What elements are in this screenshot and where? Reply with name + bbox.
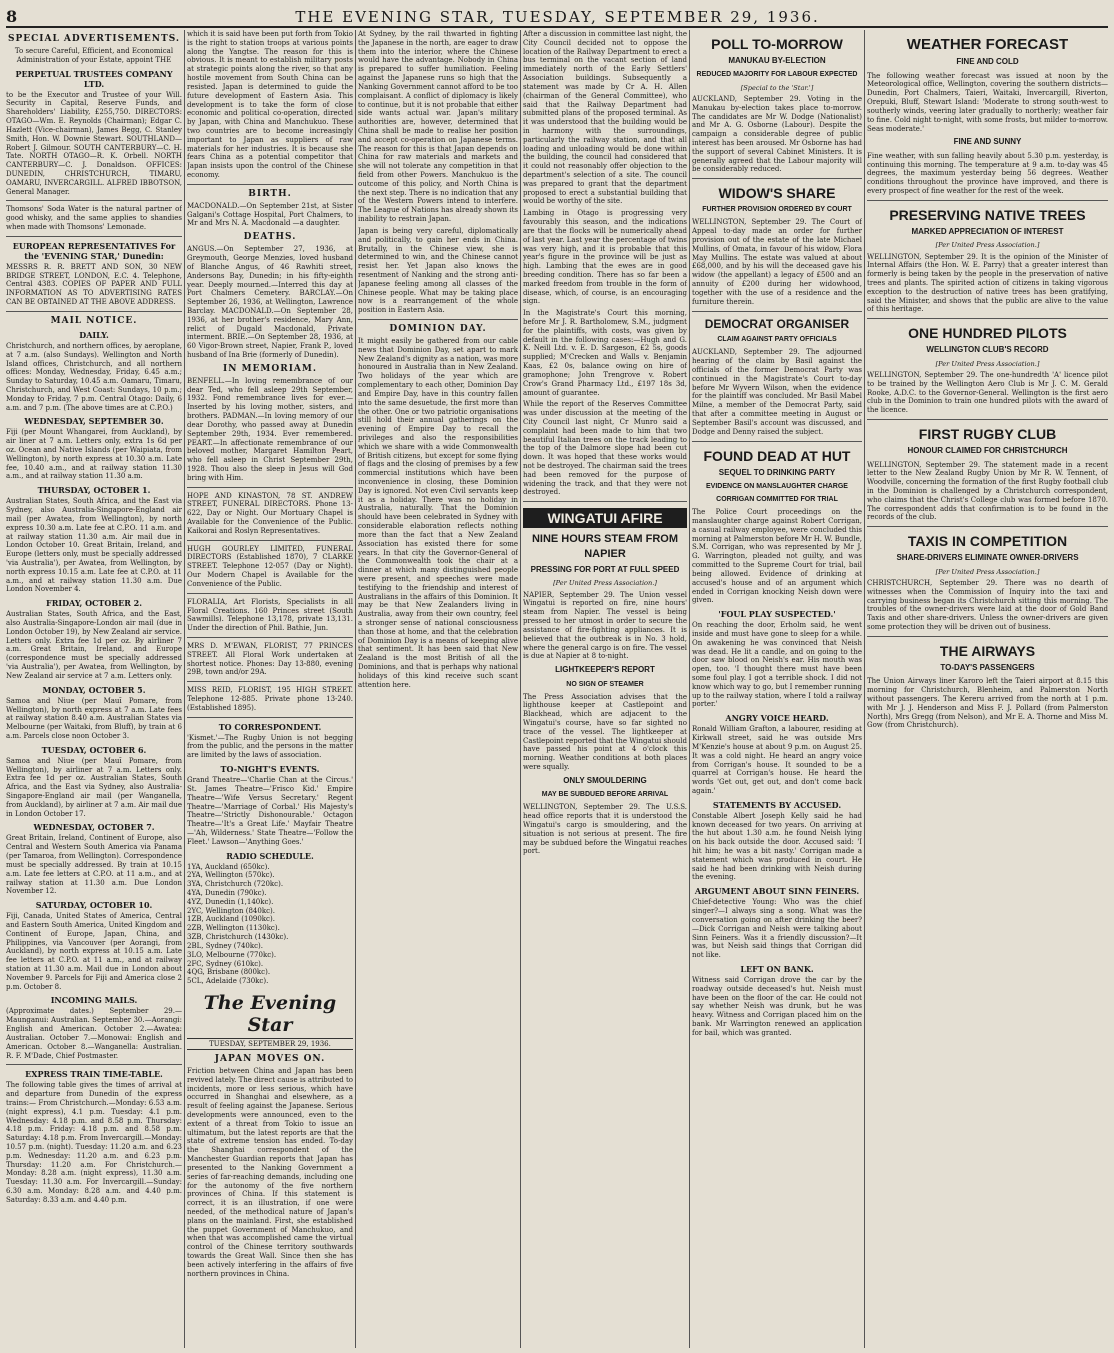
column-6	[867, 30, 1108, 1348]
column-rule	[355, 30, 356, 1348]
subhead-reduced-majority: REDUCED MAJORITY FOR LABOUR EXPECTED	[696, 71, 858, 79]
ad-perpetual-name: PERPETUAL TRUSTEES COMPANY LTD.	[15, 68, 173, 89]
ad-hugh-gourley: HUGH GOURLEY LIMITED, FUNERAL DIRECTORS (Established 1870), 7 CLARKE STREET. Telephone 12-057 (Day or Night). Our Modern Chapel is Available for the Convenience of the Public.	[187, 544, 353, 588]
news-lambing: Lambing in Otago is progressing very favourably this season, and the indications are that the flocks will be numerically ahead of last year. Last year the percentage of twins was very high, and it is probable that this year's figure in the province will be just as high. Lambing that the ewes are in good breeding condition. There has so far been a marked freedom from trouble in the form of disease, which, of course, is an encouraging sign.	[523, 209, 687, 306]
mail-sat-body: Fiji, Canada, United States of America, Central and Eastern South America, United Kingdom and Continent of Europe, Japan, China, and Philippines, via Vancouver (per Aorangi, from Auckland), by north express at 10.15 a.m. Late fee letters at C.P.O. at 11 a.m., and at railway station at 11.30 a.m. Mail due in London about November 9. Parcels for Fiji and America close 2 p.m. October 8.	[6, 912, 182, 991]
subhead-committed: CORRIGAN COMMITTED FOR TRIAL	[716, 496, 838, 504]
headline-first-rugby-club: FIRST RUGBY CLUB	[918, 426, 1057, 443]
subhead-manukau: MANUKAU BY-ELECTION	[728, 56, 826, 66]
heading-japan-moves-on: JAPAN MOVES ON.	[214, 1053, 326, 1064]
airways-body: The Union Airways liner Karoro left the Taieri airport at 8.15 this morning for Christchurch, Blenheim, and Palmerston North without passengers. The Kereru arrived from the north at 1 p.m. with Mr J. J. Henderson and Miss F. J. Pollard (from Palmerston North), Mrs Gregg (from Nelson), and Mr E. A. Thorne and Miss M. Gow (from Christchurch).	[867, 677, 1108, 730]
radio-station: 4QG, Brisbane (800kc).	[187, 968, 271, 977]
column-1	[6, 30, 182, 1348]
wingatui-napier-body: NAPIER, September 29. The Union vessel Wingatui is reported on fire, nine hours' steam from Napier. The vessel is being pressed to her utmost in order to secure the assistance of fire-fighting appliances. It is believed that the outbreak is in No. 3 hold, where the general cargo is on fire. The vessel is due at Napier at 8 to-night.	[523, 590, 687, 661]
subhead-todays-passengers: TO-DAY'S PASSENGERS	[940, 663, 1035, 673]
page-header	[6, 4, 1108, 28]
subheading-mail-fri: FRIDAY, OCTOBER 2.	[46, 598, 142, 609]
sunny-body: Fine weather, with sun falling heavily about 5.30 p.m. yesterday, is continuing this morning. The temperature at 9 a.m. to-day was 45 degrees, the maximum yesterday being 56 degrees. Weather conditions throughout the province have improved, and there is every prospect of fine weather for the rest of the week.	[867, 151, 1108, 195]
radio-station: 3LO, Melbourne (770kc).	[187, 950, 277, 959]
subhead-pressing-for-port: PRESSING FOR PORT AT FULL SPEED	[530, 564, 680, 574]
credit-upa: [Per United Press Association.]	[935, 567, 1040, 576]
subhead-wellington-club: WELLINGTON CLUB'S RECORD	[926, 345, 1049, 355]
radio-station: 2YC, Wellington (840kc).	[187, 906, 275, 915]
heading-european-reps: EUROPEAN REPRESENTATIVES For the 'EVENING STAR,' Dunedin:	[12, 240, 176, 261]
subhead-evidence: EVIDENCE ON MANSLAUGHTER CHARGE	[706, 483, 848, 490]
editorial-masthead: The Evening Star	[203, 991, 337, 1036]
subheading-incoming-mails: INCOMING MAILS.	[50, 995, 138, 1006]
democrat-body: AUCKLAND, September 29. The adjourned hearing of the claim by Basil against the officials of the former Democrat Party was continued in the Magistrate's Court to-day before Mr Wyvern Wilson, when the evidence for the plaintiff was concluded. Mr Basil Mabel Milne, a member of the Democrat Party, said that after a committee meeting in August or September Basil's account was discussed, and Dodge and Denny raised the subject.	[692, 348, 862, 436]
subhead-sequel: SEQUEL TO DRINKING PARTY	[718, 467, 836, 477]
subhead-foul-play: 'FOUL PLAY SUSPECTED.'	[718, 609, 836, 620]
mail-thu-body: Australian States, South Africa, and the East via Sydney, also Australia-Singapore-England air mail (per Awatea, from Wellington), by north express 10.30 a.m. Late fee at C.P.O. 11 a.m. and at railway station 11.30 a.m. Air mail due in London October 10. Great Britain, Ireland, and Europe (letters only, must be specially addressed 'via Australia'), per Awatea, from Wellington, by north express 10.15 a.m. Late fee at C.P.O. at 11 a.m., and at railway station 11.30 a.m. Due London November 4.	[6, 497, 182, 594]
heading-deaths: DEATHS.	[243, 232, 297, 243]
radio-list	[187, 863, 353, 986]
credit-upa: [Per United Press Association.]	[935, 359, 1040, 368]
lightkeeper-body: The Press Association advises that the lighthouse keeper at Castlepoint and Blackhead, which are adjacent to the Wingatui's course, have so far sighted no trace of the vessel. The lightkeeper at Castlepoint reported that the Wingatui should have passed his point at 4 o'clock this morning. Weather conditions at both places were squally.	[523, 692, 687, 772]
left-on-bank-body: Witness said Corrigan drove the car by the roadway outside deceased's hut. Neish must have been on the floor of the car. He could not say whether Neish was drunk, but he was heavy. Witness and Corrigan placed him on the bank. Mr Warrington renewed an application for bail, which was granted.	[692, 975, 862, 1037]
credit-special: [Special to the 'Star.']	[740, 83, 814, 92]
subheading-mail-wed7: WEDNESDAY, OCTOBER 7.	[33, 822, 155, 833]
mail-wed7-body: Great Britain, Ireland, Continent of Europe, also Central and Western South America via Panama (per Tamaroa, from Wellington). Correspondence must be specially addressed. By train at 10.15 a.m. Late fee letters at C.P.O. at 11 a.m., and at railway station at 11.30 a.m. Due London November 12.	[6, 834, 182, 896]
editorial-japan-body: Friction between China and Japan has been revived lately. The direct cause is attributed to incidents, more or less serious, which have occurred in Shanghai and elsewhere, as a result of feeling against the Japanese. Serious developments were announced, even to the extent of a threat from Tokio to issue an ultimatum, but the latest reports are that the state of extreme tension has ended. To-day the Shanghai correspondent of the Manchester Guardian reports that Japan has presented to the Nanking Government a series of far-reaching demands, including one for the autonomy of the five northern provinces of China. If this statement is correct, it is an illustration, if one were needed, of the methodical nature of Japan's plans on the mainland. First, she established the puppet Government of Manchukuo, and when that was accomplished came the virtual control of the Chinese territory southwards towards the Great Wall. Since then she has been actively interfering in the affairs of five northern provinces in China.	[187, 1066, 353, 1278]
heading-in-memoriam: IN MEMORIAM.	[223, 363, 317, 374]
mail-wed-body: Fiji (per Mount Whangarei, from Auckland), by air liner at 7 a.m. Letters only, extra 1s 6d per oz. Ocean and Native Islands (per Waipiata, from Wellington), by north express at 10.30 a.m. Late fee, 10.40 a.m., and at railway station 11.30 a.m., and at railway station 11.30 a.m.	[6, 428, 182, 481]
column-rule	[689, 30, 690, 1348]
memoriam-notices: BENFELL.—In loving remembrance of our dear Ted, who fell asleep 29th September, 1932. Fond remembrance lives for ever.—Inserted by his loving mother, sisters, and brothers. PADMAN.—In loving memory of our dear Dorothy, who passed away at Dunedin September 29th, 1934. Ever remembered. PEART.—In affectionate remembrance of our beloved mother, Margaret Hamilton Peart, who fell asleep in Christ September 29th, 1928. Thou also the sleep in Jesus will God bring with Him.	[187, 376, 353, 482]
column-5	[692, 30, 862, 1348]
ad-thomsons: Thomsons' Soda Water is the natural partner of good whisky, and the same applies to shandies when made with Thomsons' Lemonade.	[6, 205, 182, 231]
radio-station: 3ZB, Christchurch (1430kc).	[187, 933, 289, 942]
credit-upa: [Per United Press Association.]	[553, 579, 657, 588]
heading-train-timetable: EXPRESS TRAIN TIME-TABLE.	[25, 1069, 163, 1080]
headline-wingatui-afire: WINGATUI AFIRE	[523, 508, 687, 528]
subhead-statements: STATEMENTS BY ACCUSED.	[712, 799, 842, 810]
editorial-dominion-day-body: It might easily be gathered from our cable news that Dominion Day, set apart to mark New Zealand's dignity as a nation, was more honoured in Australia than in New Zealand. Two holidays of the year which are complementary to each other, Dominion Day and Empire Day, have in this country fallen into the same desuetude, the first more than the other. One or two patriotic organisations still hold their annual gatherings on the evening of Empire Day to recall the privileges and also the responsibilities which we share with a wide Commonwealth of British citizens, but except for some flying of flags and the closing of premises by a few commercial institutions which have been inconvenience in closing, these Dominion Day is ignored. Not even Civil servants keep it as a holiday. There was no holiday in Australia, naturally. That the Dominion should have been celebrated in Sydney with considerable elaboration reflects nothing more than the fact that a New Zealand Association has existed there for some years. In that city the Governor-General of the Commonwealth took the chair at a dinner at which many distinguished people were present, and speeches were made testifying to the friendship and interest of Australians in the affairs of this Dominion. It may be that New Zealanders living in Australia, away from their own country, feel a stronger sense of national consciousness than those at home, and that the celebration of Dominion Day is a means of keeping alive that sentiment. It has been said that New Zealand is the most British of all the Dominions, and that is perhaps why national holidays of this kind receive such scant attention here.	[358, 337, 518, 689]
weather-body: The following weather forecast was issued at noon by the Meteorological office, Wellington, covering the southern districts—Dunedin, Port Chalmers, Taieri, Waitaki, Invercargill, Riverton, Orepuki, Bluff, Stewart Island: 'Moderate to strong south-west to southerly winds, veering later gradually to northerly; weather fair to fine. Cold night to-night, with some frosts, but milder to-morrow. Seas moderate.'	[867, 71, 1108, 133]
train-timetable-body: The following table gives the times of arrival at and departure from Dunedin of the express trains:— From Christchurch.—Monday: 6.53 a.m. (night express), 4.1 p.m. Tuesday: 4.1 p.m. Wednesday: 4.18 p.m. and 8.58 p.m. Thursday: 4.18 p.m. Friday: 4.18 p.m. and 8.58 p.m. Saturday: 4.18 p.m. From Invercargill.—Monday: 10.57 p.m. (night). Tuesday: 11.20 a.m. and 6.23 p.m. Wednesday: 11.20 a.m. and 6.23 p.m. Thursday: 11.20 a.m. For Christchurch.—Monday: 8.28 a.m. (night express), 11.30 a.m. Tuesday: 11.30 a.m. For Invercargill.—Sunday: 6.30 a.m. Monday: 8.28 a.m. and 4.40 p.m. Saturday: 8.33 a.m. and 4.40 p.m.	[6, 1081, 182, 1204]
headline-found-dead-at-hut: FOUND DEAD AT HUT	[703, 447, 851, 464]
subhead-claim-against-party: CLAIM AGAINST PARTY OFFICIALS	[717, 336, 837, 344]
widow-body: WELLINGTON, September 29. The Court of Appeal to-day made an order for further provision out of the estate of the late Michael Mullins, of Omata, in favour of his widow, Flora May Mullins. The estate was valued at about £68,000, and by his will the deceased gave his widow (the appellant) a legacy of £500 and an annuity of £200 during her widowhood, together with the use of a residence and the furniture therein.	[692, 218, 862, 306]
radio-station: 2FC, Sydney (610kc).	[187, 959, 264, 968]
subhead-nine-hours: NINE HOURS STEAM FROM NAPIER	[531, 533, 679, 560]
pilots-body: WELLINGTON, September 29. The one-hundredth 'A' licence pilot to be trained by the Wellington Aero Club is Mr J. C. M. Gerald Rooke, A.D.C. to the Governor-General. Wellington is the first aero club in the Dominion to train one hundred pilots with the award of the licence.	[867, 371, 1108, 415]
preserving-body: WELLINGTON, September 29. It is the opinion of the Minister of Internal Affairs (the Hon. W. E. Parry) that a greater interest than formerly is being taken by the people in the preservation of native trees and plants. The spirited action of citizens in taking vigorous exception to the destruction of native trees has been gratifying, said the Minister, and shows that the public are alive to the value of this heritage.	[867, 252, 1108, 314]
headline-poll-tomorrow: POLL TO-MORROW	[711, 36, 843, 52]
radio-station: 5CL, Adelaide (730kc).	[187, 977, 269, 986]
subhead-lightkeeper: LIGHTKEEPER'S REPORT	[555, 665, 655, 675]
subhead-marked-appreciation: MARKED APPRECIATION OF INTEREST	[911, 226, 1064, 236]
headline-preserving-native-trees: PRESERVING NATIVE TREES	[889, 206, 1086, 223]
heading-special-ads: SPECIAL ADVERTISEMENTS.	[7, 34, 181, 44]
birth-notice: MACDONALD.—On September 21st, at Sister Galgani's Cottage Hospital, Port Chalmers, to Mr and Mrs N. A. Macdonald —a daughter.	[187, 201, 353, 228]
heading-to-correspondent: TO CORRESPONDENT.	[218, 721, 322, 732]
subheading-mail-thu: THURSDAY, OCTOBER 1.	[37, 485, 151, 496]
subhead-fine-and-sunny: FINE AND SUNNY	[953, 137, 1022, 147]
statements-body: Constable Albert Joseph Kelly said he had known deceased for two years. On arriving at the hut about 1.30 a.m. he found Neish lying on his back outside the door. Accused said: 'I hit him; he was a bit nasty.' Corrigan made a statement which was produced in court. He said he had been drinking with Neish during the evening.	[692, 811, 862, 882]
radio-station: 1ZB, Auckland (1090kc).	[187, 915, 275, 924]
ad-mcewan-florist: MRS D. M'EWAN, FLORIST, 77 PRINCES STREET. All Floral Work undertaken at shortest notice. Phones: Day 13-880, evening 29B, town and/or 29A.	[187, 641, 353, 677]
angry-voice-body: Ronald William Grafton, a labourer, residing at Kirkwall street, said he was outside Mrs M'Kenzie's house at about 9 p.m. on August 25. It was a cold night. He heard an angry voice from Corrigan's house. It sounded to be a quarrel at Corrigan's house. He heard the words 'Get out, get out, and don't come back again.'	[692, 725, 862, 795]
incoming-mails-body: (Approximate dates.) September 29.—Maunganui: Australian. September 30.—Aorangi: English and American. October 2.—Awatea: Australian. October 7.—Monowai: English and American. October 8.—Wanganella: Australian. R. F. M'Dade, Chief Postmaster.	[6, 1007, 182, 1060]
news-magistrates-court: In the Magistrate's Court this morning, before Mr J. R. Bartholomew, S.M., judgment for the plaintiffs, with costs, was given by default in the following cases:—Hugh and G. K. Neill Ltd. v. E. D. Sargeson, £2 5s, goods supplied; M'Crecken and Walls v. Benjamin Kaas, £2 0s, balance owing on hire of gramophone; John Trengrove v. Robert Crow's Grand Pharmacy Ltd., £197 18s 3d, amount of guarantee.	[523, 309, 687, 397]
heading-dominion-day: DOMINION DAY.	[389, 324, 487, 334]
correspondent-note: 'Kismet.'—The Rugby Union is not begging from the public, and the persons in the matter are limited by the laws of association.	[187, 733, 353, 760]
column-2	[187, 30, 353, 1348]
heading-birth: BIRTH.	[248, 188, 292, 199]
subhead-only-smouldering: ONLY SMOULDERING	[563, 775, 647, 785]
subhead-further-provision: FURTHER PROVISION ORDERED BY COURT	[702, 206, 852, 214]
article-continuation: which it is said have been put forth from Tokio is the right to station troops at various points along the Yangtse. The reason for this is obvious. It is meant to establish military posts at strategic points along the river, so that any hostile movement from South China can be resisted. Japan is determined to guide the future development of Eastern Asia. This development is to take the form of close economic and political co-operation, directed by Japan, with China and Manchukuo. These two countries are to become increasingly important to Japan as suppliers of raw materials for her industries. It is because she fears China as a potential competitor that Japan insists upon the control of the Chinese economy.	[187, 30, 353, 179]
death-notices: ANGUS.—On September 27, 1936, at Greymouth, George Menzies, loved husband of Blanche Angus, of 46 Rawhiti street, Andersons Bay, Dunedin; in his fifty-eighth year. Deeply mourned.—Interred this day at Port Chalmers Cemetery. BARCLAY.—On September 26, 1936, at Wellington, Lawrence Barclay. MACDONALD.—On September 28, 1936, at her brother's residence, Mary Ann, relict of Dugald Macdonald, Private interment. BRIE.—On September 28, 1936, at 60 Vigor-Brown street, Napier, Frank P., loved husband of Ina Brie (formerly of Dunedin).	[187, 245, 353, 359]
editorial-continuation-2: Japan is being very careful, diplomatically and politically, to gain her ends in China. Brutally, in the Chinese view, she is determined to win, and the Chinese cannot resist her. Yet Japan also knows the resentment of Nanking and the strong anti-Japanese feeling among all classes of the Chinese people. What may be taking place now is a rearrangement of the whole position in Eastern Asia.	[358, 226, 518, 315]
foul-play-body: On reaching the door, Erholm said, he went inside and must have gone to sleep for a while. On awakening he was convinced that Neish was dead. He lit a candle, and on going to the door saw blood on Neish's ear. His mouth was open, too. 'I thought there must have been some foul play. I got a terrible shock. I did not know which way to go, but I remember running up to the railway station, where I told a railway porter.'	[692, 621, 862, 709]
smouldering-body: WELLINGTON, September 29. The U.S.S. head office reports that it is understood the Wingatui's cargo is smouldering, and the situation is not serious at present. The fire may be subdued before the Wingatui reaches port.	[523, 803, 687, 856]
subhead-fine-and-cold: FINE AND COLD	[956, 57, 1019, 67]
ad-reid-florist: MISS REID, FLORIST, 195 HIGH STREET. Telephone 12-885. Private phone 13-240. (Established 1895).	[187, 686, 353, 712]
editorial-continuation: At Sydney, by the rail thwarted in fighting the Japanese in the north, are eager to draw them into the interior, where the Chinese would have the advantage. Nobody in China is prepared to suffer humiliation. Feeling against the Japanese runs so high that the Nanking Government cannot afford to be too complaisant. A conflict of diplomacy is likely to continue, but it is not probable that either side wants actual war. Japan's military authorities are, however, determined that China shall be made to realise her position and accept co-operation on Japanese terms. The reason for this is that Japan depends on China for raw materials and markets and she will not tolerate any competition in that field from other Powers. Manchukuo is the outcome of this policy, and North China is the next step. There is no indication that any of the Western Powers intend to interfere. The League of Nations has already shown its inability to restrain Japan.	[358, 30, 518, 224]
european-reps-body: MESSRS R. R. BRETT AND SON, 30 NEW BRIDGE STREET, LONDON, E.C. 4. Telephone, Central 4383. COPIES OF PAPER AND FULL INFORMATION AS TO ADVERTISING RATES CAN BE OBTAINED AT THE ABOVE ADDRESS.	[6, 262, 182, 307]
headline-widows-share: WIDOW'S SHARE	[718, 185, 836, 202]
radio-station: 2ZB, Wellington (1130kc).	[187, 924, 280, 933]
ad-hope-kinaston: HOPE AND KINASTON, 78 ST. ANDREW STREET, FUNERAL DIRECTORS. Phone 13-622, Day or Night. Our Mortuary Chapel is Available for the Convenience of the Public. Kaikorai and Roslyn Representatives.	[187, 491, 353, 535]
column-rule	[520, 30, 521, 1348]
headline-weather-forecast: WEATHER FORECAST	[906, 36, 1069, 53]
subhead-no-sign: NO SIGN OF STEAMER	[566, 680, 644, 688]
column-4	[523, 30, 687, 1348]
column-rule	[864, 30, 865, 1348]
masthead-line: THE EVENING STAR, TUESDAY, SEPTEMBER 29, 1936.	[295, 8, 820, 26]
subhead-may-be-subdued: MAY BE SUBDUED BEFORE ARRIVAL	[541, 791, 669, 799]
mail-tue-body: Samoa and Niue (per Mauī Pomare, from Wellington), by airliner at 7 a.m. Letters only. Extra fee 1d per oz. Australian States, South Africa, and the East via Sydney, also Australia-Singapore-England air mail (per Wanganella, from Auckland), by airliner at 7 a.m. Air mail due in London October 17.	[6, 756, 182, 818]
page-number: 8	[6, 7, 18, 26]
radio-station: 2BL, Sydney (740kc).	[187, 941, 263, 950]
mail-fri-body: Australian States, South Africa, and the East, also Australia-Singapore-London air mail (due in London October 19), by New Zealand air service. Letters only. Extra fee 1d per oz. By airliner 7 a.m. Great Britain, Ireland, and Europe (correspondence must be specially addressed 'via Australia'), per Awatea, from Wellington, by New Zealand air service at 7 a.m. Letters only.	[6, 610, 182, 680]
headline-taxis-in-competition: TAXIS IN COMPETITION	[907, 533, 1068, 550]
ad-perpetual-body: to be the Executor and Trustee of your Will. Security in Capital, Reserve Funds, and Shareholders' Liability, £255,750. DIRECTORS: OTAGO—Wm. E. Reynolds (Chairman); Edgar C. Hazlett (Vice-chairman), James Begg, C. Stanley Smith, Hon. W. Downie Stewart. SOUTHLAND—Robert J. Gilmour. SOUTH CANTERBURY—C. H. Tate. NORTH OTAGO—R. K. Orbell. NORTH CANTERBURY—C. J. Donaldson. OFFICES: DUNEDIN, CHRISTCHURCH, TIMARU, OAMARU, INVERCARGILL. ALFRED IBBOTSON, General Manager.	[6, 90, 182, 196]
taxis-body: CHRISTCHURCH, September 29. There was no dearth of witnesses when the Commission of Inquiry into the taxi and carrying business began its Christchurch sitting this morning. The troubles of the owner-drivers were laid at the door of Gold Band Taxis and other share-drivers. Unless the owner-drivers are given some protection they will be driven out of business.	[867, 579, 1108, 632]
editorial-date: TUESDAY, SEPTEMBER 29, 1936.	[187, 1038, 353, 1050]
mail-mon-body: Samoa and Niue (per Mauī Pomare, from Wellington), by north express at 7 a.m. Late fees at railway station 8.40 a.m. Australian States via Melbourne (per Waitaki, from Bluff), by train at 6 a.m. Parcels close noon October 3.	[6, 696, 182, 740]
heading-tonights-events: TO-NIGHT'S EVENTS.	[220, 764, 320, 775]
subhead-left-on-bank: LEFT ON BANK.	[740, 963, 814, 974]
mail-daily-body: Christchurch, and northern offices, by aeroplane, at 7 a.m. (also Sundays). Wellington and North Island offices, Christchurch, and all northern offices: Monday, Wednesday, Friday, 6.45 a.m.; Sunday to Saturday, 10.45 a.m. Oamaru, Timaru, Christchurch, and West Coast: Sundays, 10 p.m.; Monday to Friday, 7 p.m. Central Otago: Daily, 6 a.m. and 7 p.m. (The above times are at C.P.O.)	[6, 341, 182, 412]
heading-mail-notice: MAIL NOTICE.	[50, 315, 138, 326]
credit-upa: [Per United Press Association.]	[935, 241, 1040, 250]
heading-radio-schedule: RADIO SCHEDULE.	[226, 850, 314, 861]
subheading-mail-tue: TUESDAY, OCTOBER 6.	[41, 744, 147, 755]
news-trees-cut: While the report of the Reserves Committee was under discussion at the meeting of the City Council last night, Cr Munro said a complaint had been made to him that two beautiful Italian trees on the track leading to the top of the Dalmore slope had been cut down. It was hoped that these works would not be destroyed. The chairman said the trees had been removed for the purpose of widening the track, and that they were not destroyed.	[523, 400, 687, 497]
headline-democrat-organiser: DEMOCRAT ORGANISER	[704, 316, 850, 331]
radio-station: 2YA, Wellington (570kc).	[187, 871, 275, 880]
ad-perpetual-intro: To secure Careful, Efficient, and Economical Administration of your Estate, appoint THE	[14, 47, 174, 64]
headline-the-airways: THE AIRWAYS	[939, 642, 1036, 659]
subheading-daily: DAILY.	[79, 329, 109, 340]
column-3	[358, 30, 518, 1348]
radio-station: 4YA, Dunedin (790kc).	[187, 889, 267, 897]
sinn-feiners-body: Chief-detective Young: Who was the chief singer?—I always sing a song. What was the conversation going on after drinking the beer?—Dick Corrigan and Neish were talking about Sinn Feiners. Was it a friendly discussion?—It was, but Neish said things that Corrigan did not like.	[692, 898, 862, 960]
ad-floralia: FLORALIA, Art Florists, Specialists in all Floral Creations. 160 Princes street (South Sawmills). Telephone 13,178, private 13,131. Under the direction of Phil. Bathie, Jun.	[187, 597, 353, 633]
found-dead-body: The Police Court proceedings on the manslaughter charge against Robert Corrigan, a casual railway employee, were concluded this morning at Palmerston before Mr H. W. Bundle, S.M. Corrigan, who was represented by Mr J. G. Warrington, pleaded not guilty, and was committed to the Supreme Court for trial, bail being allowed. Evidence of drinking at accused's house and of an argument which ended in Corrigan knocking Neish down were given.	[692, 508, 862, 605]
subheading-mail-wed: WEDNESDAY, SEPTEMBER 30.	[24, 416, 164, 427]
subheading-mail-mon: MONDAY, OCTOBER 5.	[42, 684, 146, 695]
rugby-body: WELLINGTON, September 29. The statement made in a recent letter to the New Zealand Rugby Union by Mr R. W. Tennent, of Woodville, concerning the formation of the first Rugby football club in the Dominion is challenged by a Christchurch correspondent, who claims that the Christ's College club was formed before 1870. The correspondent adds that confirmation is to be found in the records of the club.	[867, 460, 1108, 522]
poll-body: AUCKLAND, September 29. Voting in the Manukau by-election takes place to-morrow. The candidates are Mr W. Dodge (Nationalist) and Mr A. G. Osborne (Labour). Despite the campaign a considerable degree of public interest has been aroused. Mr Osborne has had the support of several Cabinet Ministers. It is generally agreed that the Labour majority will be considerably reduced.	[692, 94, 862, 174]
subheading-mail-sat: SATURDAY, OCTOBER 10.	[35, 900, 153, 911]
headline-one-hundred-pilots: ONE HUNDRED PILOTS	[908, 325, 1067, 342]
radio-station: 4YZ, Dunedin (1,140kc).	[187, 897, 274, 906]
subhead-sinn-feiners: ARGUMENT ABOUT SINN FEINERS.	[694, 886, 860, 897]
subhead-share-drivers: SHARE-DRIVERS ELIMINATE OWNER-DRIVERS	[896, 553, 1079, 563]
radio-station: 3YA, Christchurch (720kc).	[187, 880, 284, 889]
column-rule	[184, 30, 185, 1348]
radio-station: 1YA, Auckland (650kc).	[187, 862, 270, 871]
news-bus-terminal: After a discussion in committee last night, the City Council decided not to oppose the location of the Railway Department to erect a bus terminal on the vacant section of land immediately north of the Early Settlers' Association buildings. Subsequently a statement was made by Cr A. H. Allen (chairman of the General Committee), who said that the Railway Department had submitted plans of the proposed terminal. As it was understood that the building would be in harmony with the surroundings, particularly the railway station, and that all loading and unloading would be done within the building, the council had considered that it could not reasonably offer objection to the department's selection of a site. The council was prepared to grant that the department proposed to erect a substantial building that would be worthy of the site.	[523, 30, 687, 206]
subhead-angry-voice: ANGRY VOICE HEARD.	[725, 713, 829, 724]
subhead-honour-claimed: HONOUR CLAIMED FOR CHRISTCHURCH	[907, 446, 1068, 456]
events-list: Grand Theatre—'Charlie Chan at the Circus.' St. James Theatre—'Frisco Kid.' Empire Theatre—'Wife Versus Secretary.' Regent Theatre—'Marriage of Corbal.' His Majesty's Theatre—'Strictly Dishonourable.' Octagon Theatre—'It's a Great Life.' Mayfair Theatre—'Ah, Wilderness.' State Theatre—'Follow the Fleet.' Lawson—'Anything Goes.'	[187, 776, 353, 846]
